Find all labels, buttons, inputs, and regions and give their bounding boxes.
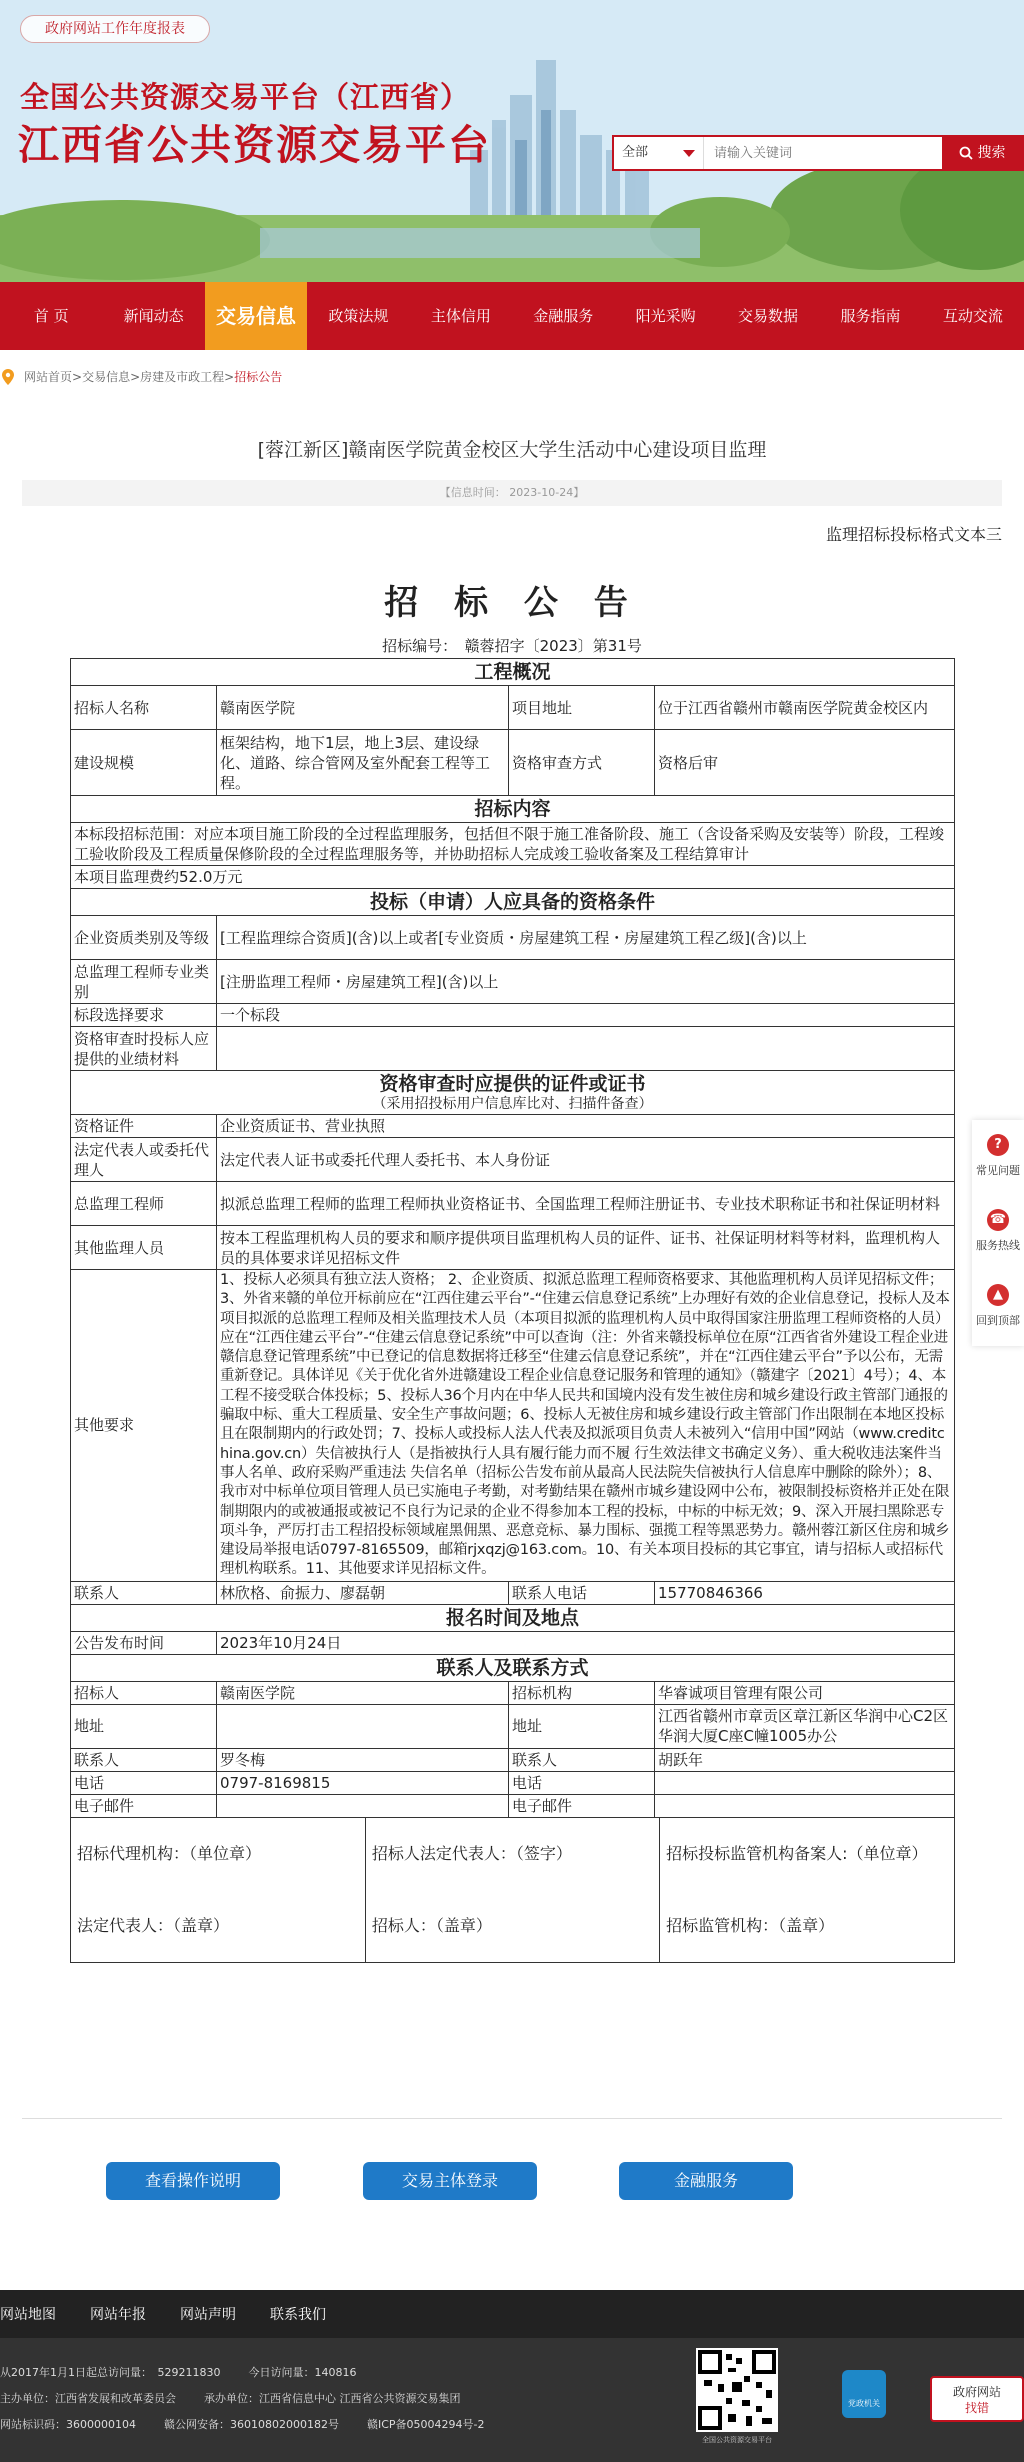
nav-policy[interactable]: 政策法规 xyxy=(328,307,389,325)
table-row xyxy=(71,1004,955,1027)
floating-toolbar xyxy=(972,1120,1024,1346)
back-to-top-label: 回到顶部 xyxy=(976,1314,1020,1327)
table-row xyxy=(71,866,955,889)
location-pin-icon xyxy=(2,369,14,385)
section-certificates-title: 资格审查时应提供的证件或证书 xyxy=(379,1073,646,1095)
label-contact: 联系人 xyxy=(71,1581,217,1604)
nav-credit[interactable]: 主体信用 xyxy=(430,307,491,325)
value-other-staff: 按本工程监理机构人员的要求和顺序提供项目监理机构人员的证件、证书、社保证明材料等材料，监理机构人员的具体要求详见招标文件 xyxy=(217,1226,955,1270)
label-engineer-category: 总监理工程师专业类别 xyxy=(71,960,217,1004)
nav-service-guide[interactable]: 服务指南 xyxy=(840,307,901,325)
table-row xyxy=(71,1681,955,1704)
section-qualification: 投标（申请）人应具备的资格条件 xyxy=(71,889,955,916)
sig-tenderer: 招标人：（盖章） xyxy=(365,1890,659,1962)
subject-login-button[interactable]: 交易主体登录 xyxy=(363,2162,537,2200)
find-error-label: 找错 xyxy=(964,2401,989,2415)
nav-home[interactable]: 首 页 xyxy=(33,307,69,325)
search-bar xyxy=(612,135,1024,171)
footer-links xyxy=(0,2290,1024,2338)
nav-trade-data[interactable]: 交易数据 xyxy=(738,307,799,325)
article-title: [蓉江新区]赣南医学院黄金校区大学生活动中心建设项目监理 xyxy=(257,439,767,461)
label-ct-agency-person: 联系人 xyxy=(509,1748,655,1771)
search-icon xyxy=(959,146,973,160)
footer-link-report[interactable]: 网站年报 xyxy=(90,2307,146,2323)
breadcrumb-current: 招标公告 xyxy=(234,370,283,384)
value-scale: 框架结构，地下1层，地上3层、建设绿化、道路、综合管网及室外配套工程等工程。 xyxy=(217,730,509,796)
label-publish-time: 公告发布时间 xyxy=(71,1631,217,1654)
value-ct-agency-email xyxy=(655,1794,955,1817)
qr-caption: 全国公共资源交易平台 xyxy=(702,2436,772,2444)
signature-table xyxy=(71,1818,954,1962)
table-row xyxy=(71,1027,955,1071)
breadcrumb-category[interactable]: 房建及市政工程 xyxy=(140,370,225,384)
footer-link-contact[interactable]: 联系我们 xyxy=(270,2307,326,2323)
breadcrumb-trade-info[interactable]: 交易信息 xyxy=(82,370,131,384)
search-scope-select[interactable] xyxy=(614,137,704,169)
logo-title[interactable]: 江西省公共资源交易平台 xyxy=(18,121,491,169)
label-qualification-grade: 企业资质类别及等级 xyxy=(71,916,217,960)
value-publish-time: 2023年10月24日 xyxy=(217,1631,955,1654)
site-id: 网站标识码：3600000104 xyxy=(0,2418,136,2431)
section-registration: 报名时间及地点 xyxy=(71,1604,955,1631)
value-contact-phone: 15770846366 xyxy=(655,1581,955,1604)
footer-registration xyxy=(0,2416,513,2432)
label-contact-phone: 联系人电话 xyxy=(509,1581,655,1604)
table-row xyxy=(71,1748,955,1771)
party-gov-badge[interactable] xyxy=(842,2370,886,2418)
police-record: 赣公网安备：36010802000182号 xyxy=(164,2418,339,2431)
section-certificates xyxy=(71,1071,955,1115)
host-unit: 主办单位：江西省发展和改革委员会 xyxy=(0,2392,176,2405)
value-chief-engineer: 拟派总监理工程师的监理工程师执业资格证书、全国监理工程师注册证书、专业技术职称证书和社保证明材料 xyxy=(217,1182,955,1226)
nav-interaction[interactable]: 互动交流 xyxy=(942,307,1003,325)
label-scale: 建设规模 xyxy=(71,730,217,796)
sig-supervision: 招标监管机构：（盖章） xyxy=(666,1915,835,1935)
annual-report-link[interactable]: 政府网站工作年度报表 xyxy=(20,15,210,43)
label-cert: 资格证件 xyxy=(71,1115,217,1138)
search-scope-value: 全部 xyxy=(622,145,649,160)
icp-record[interactable]: 赣ICP备05004294号-2 xyxy=(366,2418,485,2431)
table-row xyxy=(71,1604,955,1631)
signature-row xyxy=(71,1817,955,1962)
label-ct-agency: 招标机构 xyxy=(509,1681,655,1704)
label-section-choice: 标段选择要求 xyxy=(71,1004,217,1027)
label-legal-rep: 法定代表人或委托代理人 xyxy=(71,1138,217,1182)
section-contacts: 联系人及联系方式 xyxy=(71,1654,955,1681)
label-ct-address: 地址 xyxy=(71,1704,217,1748)
search-button-label: 搜索 xyxy=(977,145,1006,161)
party-gov-badge-label: 党政机关 xyxy=(848,2399,880,2408)
search-input[interactable] xyxy=(704,137,942,169)
table-row xyxy=(71,1771,955,1794)
table-row xyxy=(71,1071,955,1115)
table-row xyxy=(71,1704,955,1748)
label-review-method: 资格审查方式 xyxy=(509,730,655,796)
table-row xyxy=(71,889,955,916)
value-ct-email xyxy=(217,1794,509,1817)
table-row xyxy=(71,730,955,796)
value-ct-agency: 华睿诚项目管理有限公司 xyxy=(655,1681,955,1704)
value-legal-rep: 法定代表人证书或委托代理人委托书、本人身份证 xyxy=(217,1138,955,1182)
table-row xyxy=(71,916,955,960)
today-visits: 今日访问量：140816 xyxy=(248,2366,357,2379)
table-row xyxy=(71,659,955,686)
value-tenderer: 赣南医学院 xyxy=(217,686,509,730)
value-engineer-category: [注册监理工程师・房屋建筑工程](含)以上 xyxy=(217,960,955,1004)
label-chief-engineer: 总监理工程师 xyxy=(71,1182,217,1226)
chevron-down-icon xyxy=(683,150,695,157)
table-row xyxy=(71,1115,955,1138)
label-ct-person: 联系人 xyxy=(71,1748,217,1771)
footer-link-statement[interactable]: 网站声明 xyxy=(180,2307,236,2323)
format-note: 监理招标投标格式文本三 xyxy=(825,525,1002,544)
faq-label: 常见问题 xyxy=(976,1164,1020,1177)
value-performance-material xyxy=(217,1027,955,1071)
label-ct-agency-email: 电子邮件 xyxy=(509,1794,655,1817)
bid-number: 招标编号： 赣蓉招字〔2023〕第31号 xyxy=(382,637,642,655)
nav-trade-info[interactable]: 交易信息 xyxy=(205,282,307,350)
value-other-requirements: 1、投标人必须具有独立法人资格； 2、企业资质、拟派总监理工程师资格要求、其他监理机构人员详见招标文件；3、外省来赣的单位开标前应在“江西住建云平台”-“住建云信息登记系统”上办理好有效的企业信息登记，投标人及本项目拟派的总监理工程师及相关监理技术人员（本项目拟派的监理机构人员中取得国家注册监理工程师资格的人员）应在“江西住建云平台”-“住建云信息登记系统”中可以查询（注：外省来赣投标单位在原“江西省省外建设工程企业进赣信息登记管理系统”中已登记的信息数据将迁移至“住建云信息登记系统”，并在“江西住建云平台”予以公布，无需重新登记。具体详见《关于优化省外进赣建设工程企业信息登记服务和管理的通知》（赣建字〔2021〕4号）；4、本工程不接受联合体投标；5、投标人36个月内在中华人民共和国境内没有发生被住房和城乡建设行政主管部门通报的骗取中标、重大工程质量、安全生产事故问题；6、投标人无被住房和城乡建设行政主管部门作出限制在本地区投标且在限制期内的行政处罚；7、投标人或投标人法人代表及拟派项目负责人未被列入“信用中国”网站（www.creditchina.gov.cn）失信被执行人（是指被执行人具有履行能力而不履 行生效法律文书确定义务）、重大税收违法案件当事人名单、政府采购严重违法 失信名单（招标公告发布前从最高人民法院失信被执行人信息库中删除的除外）；8、我市对中标单位项目管理人员已实施电子考勤，对考勤结果在赣州市城乡建设网中公布，被限制投标资格并正处在限制期限内的或被通报或被记不良行为记录的企业不得参加本工程的投标，中标的中标无效；9、深入开展扫黑除恶专项斗争，严厉打击工程招投标领域雇黑佣黑、恶意竞标、暴力围标、强揽工程等黑恶势力。赣州蓉江新区住房和城乡建设局举报电话0797-8165509，邮箱rjxqzj@163.com。10、有关本项目投标的其它事宜，请与招标人或招标代理机构联系。11、其他要求详见招标文件。 xyxy=(217,1270,955,1582)
site-header xyxy=(0,0,1024,282)
value-section-choice: 一个标段 xyxy=(217,1004,955,1027)
label-other-staff: 其他监理人员 xyxy=(71,1226,217,1270)
notice-title: 招 标 公 告 xyxy=(384,583,640,623)
gov-site-error-badge[interactable] xyxy=(930,2376,1024,2422)
info-time: 【信息时间： 2023-10-24】 xyxy=(22,480,1002,506)
undertake-unit: 承办单位：江西省信息中心 江西省公共资源交易集团 xyxy=(204,2392,461,2405)
phone-icon: ☎ xyxy=(987,1209,1009,1231)
value-ct-phone: 0797-8169815 xyxy=(217,1771,509,1794)
hotline-button[interactable] xyxy=(972,1195,1024,1270)
nav-sunshine-purchase[interactable]: 阳光采购 xyxy=(635,307,696,325)
value-ct-address xyxy=(217,1704,509,1748)
footer-link-sitemap[interactable]: 网站地图 xyxy=(0,2307,56,2323)
site-footer xyxy=(0,2290,1024,2462)
sig-supervision-filing: 招标投标监管机构备案人:（单位章） xyxy=(666,1843,928,1863)
sig-agency: 招标代理机构：（单位章） xyxy=(71,1818,365,1890)
value-ct-tenderer: 赣南医学院 xyxy=(217,1681,509,1704)
table-row xyxy=(71,1138,955,1182)
value-ct-agency-person: 胡跃年 xyxy=(655,1748,955,1771)
finance-service-button[interactable]: 金融服务 xyxy=(619,2162,793,2200)
value-ct-agency-address: 江西省赣州市章贡区章江新区华润中心C2区华润大厦C座C幢1005办公 xyxy=(655,1704,955,1748)
logo-subtitle: 全国公共资源交易平台（江西省） xyxy=(20,80,471,114)
breadcrumb xyxy=(0,366,1024,388)
value-review-method: 资格后审 xyxy=(655,730,955,796)
gov-site-label: 政府网站 xyxy=(952,2385,1001,2399)
main-nav xyxy=(0,282,1024,350)
section-certificates-note: （采用招投标用户信息库比对、扫描件备查） xyxy=(372,1096,653,1112)
section-overview: 工程概况 xyxy=(71,659,955,686)
qr-code-image xyxy=(698,2350,776,2430)
value-qualification-grade: [工程监理综合资质](含)以上或者[专业资质・房屋建筑工程・房屋建筑工程乙级](含)以上 xyxy=(217,916,955,960)
breadcrumb-separator: > xyxy=(224,370,235,384)
divider xyxy=(22,2118,1002,2119)
table-row xyxy=(71,1654,955,1681)
search-button[interactable] xyxy=(942,137,1022,169)
value-project-address: 位于江西省赣州市赣南医学院黄金校区内 xyxy=(655,686,955,730)
breadcrumb-home[interactable]: 网站首页 xyxy=(24,370,73,384)
table-row xyxy=(71,1270,955,1582)
hotline-label: 服务热线 xyxy=(976,1239,1020,1252)
arrow-up-icon: ▲ xyxy=(987,1284,1009,1306)
table-row xyxy=(71,1794,955,1817)
table-row xyxy=(71,823,955,866)
notice-table xyxy=(70,658,955,1963)
total-visits: 从2017年1月1日起总访问量： 529211830 xyxy=(0,2366,221,2379)
footer-organizers xyxy=(0,2390,489,2406)
nav-finance[interactable]: 金融服务 xyxy=(533,307,594,325)
label-ct-tenderer: 招标人 xyxy=(71,1681,217,1704)
label-ct-agency-phone: 电话 xyxy=(509,1771,655,1794)
value-contact: 林欣格、俞振力、廖磊朝 xyxy=(217,1581,509,1604)
label-ct-email: 电子邮件 xyxy=(71,1794,217,1817)
label-other-requirements: 其他要求 xyxy=(71,1270,217,1582)
table-row xyxy=(71,686,955,730)
table-row xyxy=(71,1581,955,1604)
table-row xyxy=(71,796,955,823)
label-performance-material: 资格审查时投标人应提供的业绩材料 xyxy=(71,1027,217,1071)
sig-tenderer-legal-rep: 招标人法定代表人：（签字） xyxy=(365,1818,659,1890)
label-tenderer: 招标人名称 xyxy=(71,686,217,730)
bid-scope: 本标段招标范围：对应本项目施工阶段的全过程监理服务，包括但不限于施工准备阶段、施工（含设备采购及安装等）阶段，工程竣工验收阶段及工程质量保修阶段的全过程监理服务等，并协助招标人完成竣工验收备案及工程结算审计 xyxy=(71,823,955,866)
table-row xyxy=(71,1631,955,1654)
supervision-fee: 本项目监理费约52.0万元 xyxy=(71,866,955,889)
label-project-address: 项目地址 xyxy=(509,686,655,730)
value-ct-person: 罗冬梅 xyxy=(217,1748,509,1771)
faq-button[interactable] xyxy=(972,1120,1024,1195)
label-ct-agency-address: 地址 xyxy=(509,1704,655,1748)
question-icon: ? xyxy=(987,1134,1009,1156)
section-content: 招标内容 xyxy=(71,796,955,823)
label-ct-phone: 电话 xyxy=(71,1771,217,1794)
qr-code xyxy=(696,2348,778,2432)
table-row xyxy=(71,1226,955,1270)
value-ct-agency-phone xyxy=(655,1771,955,1794)
footer-visits xyxy=(0,2364,384,2380)
view-instructions-button[interactable]: 查看操作说明 xyxy=(106,2162,280,2200)
nav-news[interactable]: 新闻动态 xyxy=(123,307,184,325)
table-row xyxy=(71,1182,955,1226)
table-row xyxy=(71,960,955,1004)
value-cert: 企业资质证书、营业执照 xyxy=(217,1115,955,1138)
back-to-top-button[interactable] xyxy=(972,1270,1024,1345)
sig-legal-rep: 法定代表人：（盖章） xyxy=(71,1890,365,1962)
breadcrumb-separator: > xyxy=(72,370,83,384)
breadcrumb-separator: > xyxy=(130,370,141,384)
